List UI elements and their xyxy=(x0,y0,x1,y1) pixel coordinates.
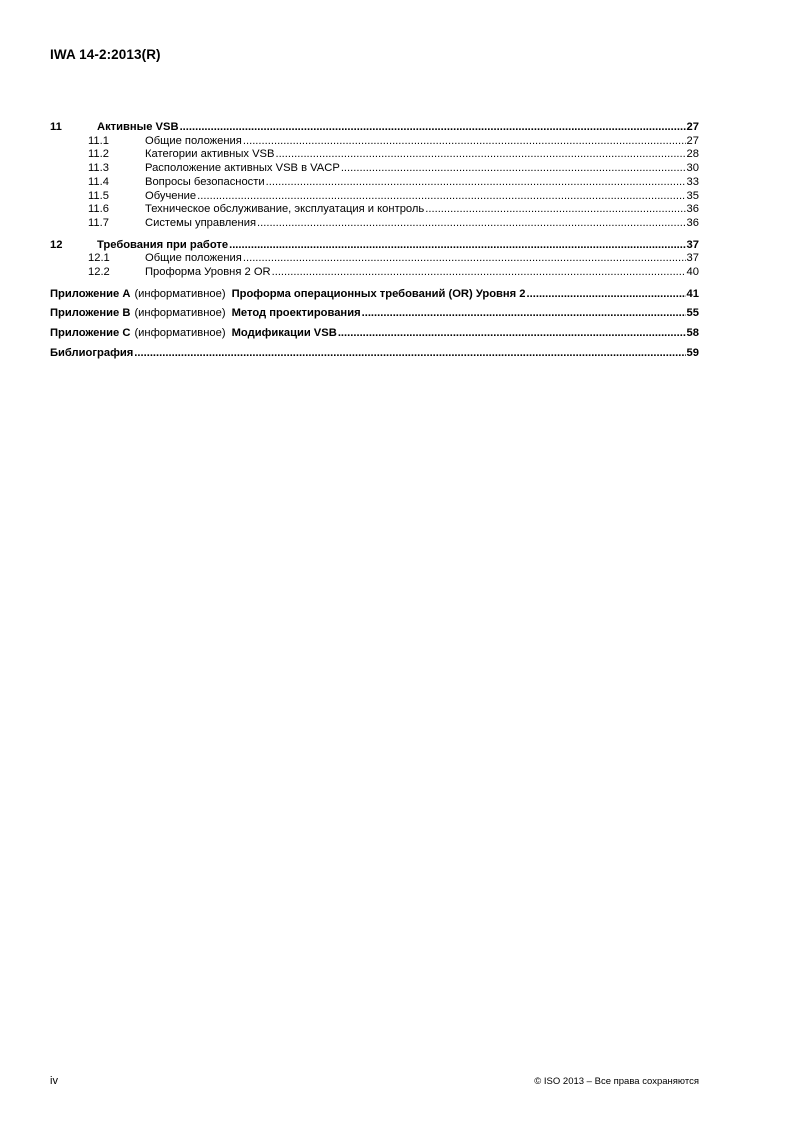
page-number: 35 xyxy=(686,189,699,202)
dot-leader xyxy=(134,347,685,361)
subsection-title: Вопросы безопасности xyxy=(145,175,265,188)
dot-leader xyxy=(180,121,686,135)
page-number: 36 xyxy=(686,203,699,216)
subsection-title: Техническое обслуживание, эксплуатация и контроль xyxy=(145,203,425,216)
dot-leader xyxy=(243,252,686,266)
toc-entry-12-2[interactable] xyxy=(50,266,699,280)
subsection-number: 11.2 xyxy=(88,148,109,161)
toc-entry-11-1[interactable] xyxy=(50,135,699,149)
subsection-title: Категории активных VSB xyxy=(145,148,275,161)
page-number: 41 xyxy=(686,287,699,300)
page-number: 28 xyxy=(686,148,699,161)
annex-title: Проформа операционных требований (OR) Уровня 2 xyxy=(231,287,526,300)
dot-leader xyxy=(527,288,686,302)
dot-leader xyxy=(272,266,686,280)
dot-leader xyxy=(266,176,686,190)
subsection-number: 11.3 xyxy=(88,162,109,175)
toc-entry-annex-c[interactable] xyxy=(50,327,699,341)
page-number: 37 xyxy=(686,238,699,251)
dot-leader xyxy=(425,203,685,217)
subsection-title: Общие положения xyxy=(145,252,242,265)
toc-entry-11-6[interactable] xyxy=(50,203,699,217)
page-number: 58 xyxy=(686,327,699,340)
annex-prefix: Приложение B xyxy=(50,307,131,320)
page-number: 30 xyxy=(686,162,699,175)
toc-entry-11-5[interactable] xyxy=(50,190,699,204)
annex-title: Метод проектирования xyxy=(231,307,361,320)
subsection-number: 11.6 xyxy=(88,203,109,216)
subsection-title: Общие положения xyxy=(145,134,242,147)
toc-entry-section-11[interactable] xyxy=(50,121,699,135)
toc-entry-section-12[interactable] xyxy=(50,239,699,253)
page-number: 37 xyxy=(686,252,699,265)
toc-entry-11-3[interactable] xyxy=(50,162,699,176)
subsection-title: Обучение xyxy=(145,189,197,202)
footer-copyright: © ISO 2013 – Все права сохраняются xyxy=(534,1076,699,1087)
section-number: 12 xyxy=(50,238,63,251)
annex-prefix: Приложение A xyxy=(50,287,131,300)
subsection-number: 11.5 xyxy=(88,189,109,202)
page-number: 40 xyxy=(686,266,699,279)
dot-leader xyxy=(243,135,686,149)
toc-entry-11-4[interactable] xyxy=(50,176,699,190)
annex-qualifier: (информативное) xyxy=(134,307,226,320)
annex-qualifier: (информативное) xyxy=(134,287,226,300)
subsection-title: Проформа Уровня 2 OR xyxy=(145,266,271,279)
subsection-number: 11.4 xyxy=(88,175,109,188)
subsection-title: Расположение активных VSB в VACP xyxy=(145,162,340,175)
page-number: 36 xyxy=(686,216,699,229)
dot-leader xyxy=(229,239,685,253)
page-number: 27 xyxy=(686,134,699,147)
toc-entry-12-1[interactable] xyxy=(50,252,699,266)
dot-leader xyxy=(257,217,686,231)
toc-entry-annex-a[interactable] xyxy=(50,288,699,302)
subsection-number: 12.1 xyxy=(88,252,110,265)
bibliography-title: Библиография xyxy=(50,346,134,359)
page-number: 59 xyxy=(686,346,699,359)
section-number: 11 xyxy=(50,121,62,133)
dot-leader xyxy=(197,190,685,204)
subsection-number: 12.2 xyxy=(88,266,110,279)
page-number: 33 xyxy=(686,175,699,188)
toc-entry-11-7[interactable] xyxy=(50,217,699,231)
subsection-number: 11.1 xyxy=(88,134,109,147)
page-number: 27 xyxy=(686,121,699,133)
dot-leader xyxy=(341,162,686,176)
toc-entry-bibliography[interactable] xyxy=(50,347,699,361)
annex-prefix: Приложение C xyxy=(50,327,131,340)
dot-leader xyxy=(275,148,685,162)
dot-leader xyxy=(362,307,686,321)
section-title: Активные VSB xyxy=(97,121,179,133)
table-of-contents xyxy=(50,121,699,361)
page-number: 55 xyxy=(686,307,699,320)
annex-title: Модификации VSB xyxy=(231,327,337,340)
subsection-title: Системы управления xyxy=(145,216,257,229)
toc-entry-annex-b[interactable] xyxy=(50,307,699,321)
subsection-number: 11.7 xyxy=(88,216,109,229)
annex-qualifier: (информативное) xyxy=(134,327,226,340)
footer-page-number: iv xyxy=(50,1075,58,1087)
section-title: Требования при работе xyxy=(97,238,229,251)
toc-entry-11-2[interactable] xyxy=(50,148,699,162)
dot-leader xyxy=(338,327,686,341)
document-id: IWA 14-2:2013(R) xyxy=(50,47,161,62)
